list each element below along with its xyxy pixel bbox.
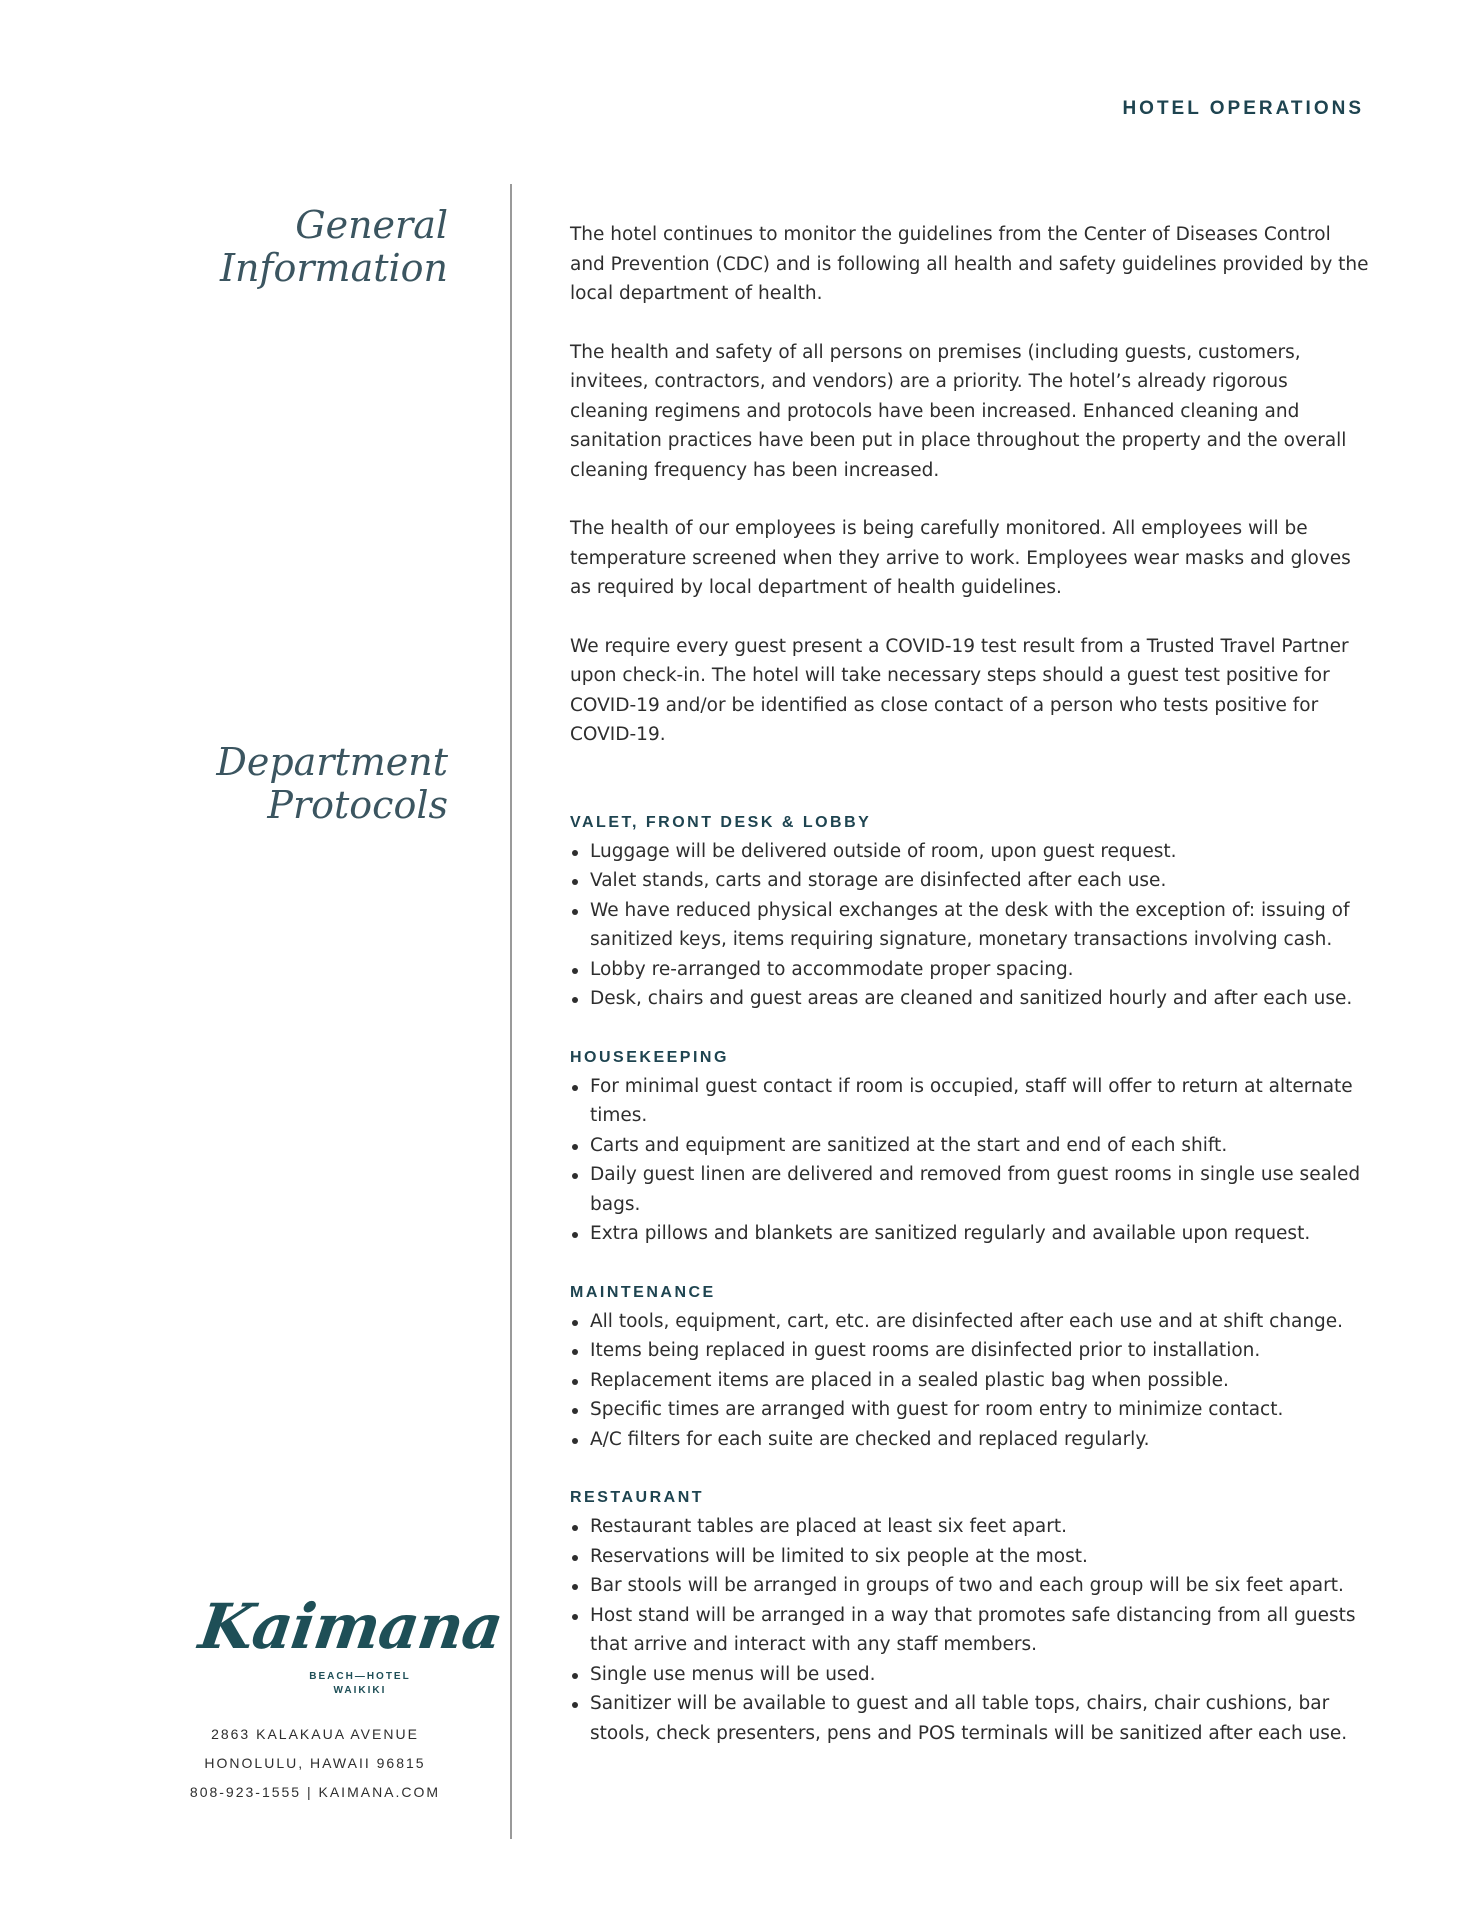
list-item: Host stand will be arranged in a way that promotes safe distancing from all guests that arrive and interact with any staff members. (570, 1601, 1370, 1660)
list-item: Restaurant tables are placed at least six feet apart. (570, 1512, 1370, 1542)
logo-wordmark: Kaimana (194, 1590, 507, 1663)
logo-tagline (300, 1670, 420, 1698)
list-item: We have reduced physical exchanges at the desk with the exception of: issuing of sanitized keys, items requiring signature, monetary transactions involving cash. (570, 896, 1370, 955)
department-protocols-title (148, 741, 448, 827)
department-heading: MAINTENANCE (570, 1283, 716, 1301)
department-housekeeping (570, 1043, 1370, 1249)
list-item: For minimal guest contact if room is occupied, staff will offer to return at alternate times. (570, 1072, 1370, 1131)
address-line-2: HONOLULU, HAWAII 96815 (204, 1755, 426, 1771)
paragraph: We require every guest present a COVID-19 test result from a Trusted Travel Partner upon check-in. The hotel will take necessary steps should a guest test positive for COVID-19 and/or be identified as close contact of a person who tests positive for COVID-19. (570, 635, 1349, 745)
page-header: HOTEL OPERATIONS (1122, 98, 1364, 119)
paragraph: The hotel continues to monitor the guidelines from the Center of Diseases Control and Prevention (CDC) and is following all health and safety guidelines provided by the local department of health. (570, 224, 1369, 304)
list-item: Sanitizer will be available to guest and all table tops, chairs, chair cushions, bar stools, check presenters, pens and POS terminals will be sanitized after each use. (570, 1689, 1370, 1748)
department-valet (570, 808, 1370, 1014)
department-heading: VALET, FRONT DESK & LOBBY (570, 813, 872, 831)
list-item: Replacement items are placed in a sealed plastic bag when possible. (570, 1366, 1370, 1396)
list-item: Lobby re-arranged to accommodate proper spacing. (570, 955, 1370, 985)
list-item: Valet stands, carts and storage are disinfected after each use. (570, 866, 1370, 896)
footer-address (170, 1720, 460, 1807)
department-restaurant (570, 1483, 1370, 1748)
logo-tagline-line-1: BEACH—HOTEL (309, 1671, 411, 1682)
list-item: Specific times are arranged with guest for room entry to minimize contact. (570, 1395, 1370, 1425)
list-item: Items being replaced in guest rooms are disinfected prior to installation. (570, 1336, 1370, 1366)
list-item: A/C filters for each suite are checked and replaced regularly. (570, 1425, 1370, 1455)
contact-line: 808-923-1555 | KAIMANA.COM (189, 1784, 441, 1800)
department-list (570, 1072, 1370, 1249)
department-maintenance (570, 1278, 1370, 1455)
general-information-title-line-1: General (295, 203, 448, 247)
list-item: Bar stools will be arranged in groups of two and each group will be six feet apart. (570, 1571, 1370, 1601)
list-item: Luggage will be delivered outside of room, upon guest request. (570, 837, 1370, 867)
list-item: Carts and equipment are sanitized at the start and end of each shift. (570, 1131, 1370, 1161)
list-item: Desk, chairs and guest areas are cleaned and sanitized hourly and after each use. (570, 984, 1370, 1014)
list-item: Extra pillows and blankets are sanitized regularly and available upon request. (570, 1219, 1370, 1249)
department-protocols-title-line-1: Department (216, 740, 448, 784)
department-protocols-title-line-2: Protocols (267, 783, 448, 827)
department-heading: HOUSEKEEPING (570, 1048, 729, 1066)
paragraph: The health of our employees is being carefully monitored. All employees will be temperature screened when they arrive to work. Employees wear masks and gloves as required by local department of health guidelines. (570, 518, 1351, 598)
department-heading: RESTAURANT (570, 1489, 705, 1506)
list-item: All tools, equipment, cart, etc. are disinfected after each use and at shift change. (570, 1307, 1370, 1337)
logo-tagline-line-2: WAIKIKI (333, 1685, 387, 1696)
main-content (570, 220, 1370, 1777)
general-information-body (570, 220, 1370, 750)
list-item: Single use menus will be used. (570, 1660, 1370, 1690)
paragraph: The health and safety of all persons on premises (including guests, customers, invitees, contractors, and vendors) are a priority. The hotel’s already rigorous cleaning regimens and protocols have been increased. Enhanced cleaning and sanitation practices have been put in place throughout the property and the overall cleaning frequency has been increased. (570, 341, 1347, 481)
department-list (570, 1512, 1370, 1748)
list-item: Daily guest linen are delivered and removed from guest rooms in single use sealed bags. (570, 1160, 1370, 1219)
department-list (570, 837, 1370, 1014)
kaimana-logo (190, 1590, 507, 1706)
list-item: Reservations will be limited to six people at the most. (570, 1542, 1370, 1572)
address-line-1: 2863 KALAKAUA AVENUE (211, 1726, 419, 1742)
general-information-title (148, 204, 448, 290)
general-information-title-line-2: Information (219, 246, 448, 290)
department-list (570, 1307, 1370, 1455)
vertical-divider (510, 184, 512, 1839)
